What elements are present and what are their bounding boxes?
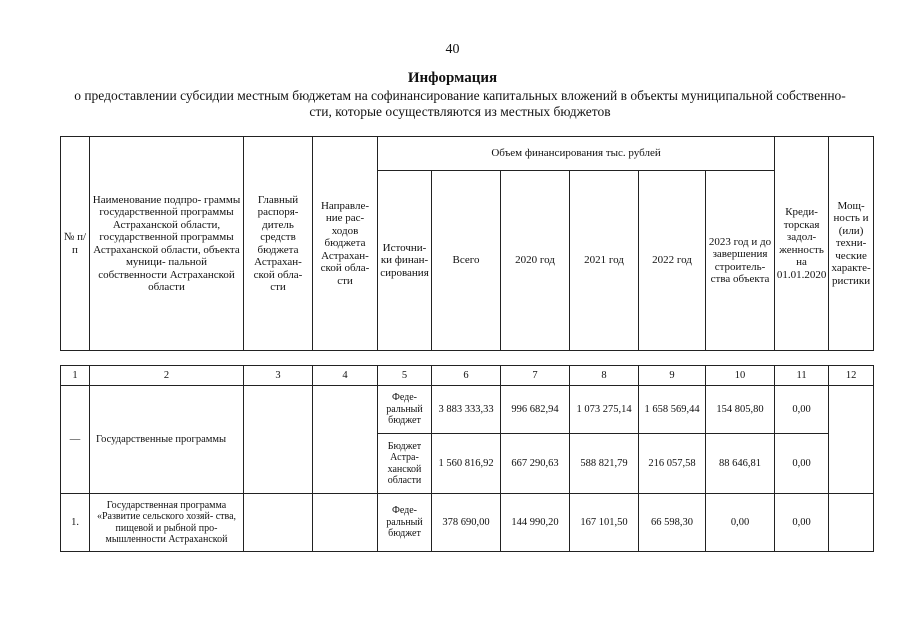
row-source: Феде- ральный бюджет bbox=[378, 386, 432, 434]
subtitle-line-2: сти, которые осуществляются из местных бюджетов bbox=[309, 104, 611, 119]
row-2021: 588 821,79 bbox=[570, 434, 639, 494]
header-capacity: Мощ- ность и (или) техни- ческие характе- ристики bbox=[829, 137, 874, 351]
row-2021: 167 101,50 bbox=[570, 494, 639, 552]
row-source: Феде- ральный бюджет bbox=[378, 494, 432, 552]
row-2022: 1 658 569,44 bbox=[639, 386, 706, 434]
subtitle-line-1: о предоставлении субсидии местным бюджетам на софинансирование капитальных вложений в объекты муниципальной собственно- bbox=[74, 88, 846, 103]
document-subtitle bbox=[60, 88, 860, 120]
table-row bbox=[61, 386, 874, 434]
row-debt: 0,00 bbox=[775, 494, 829, 552]
row-2023: 154 805,80 bbox=[706, 386, 775, 434]
column-number: 1 bbox=[61, 366, 90, 386]
row-2023: 88 646,81 bbox=[706, 434, 775, 494]
row-2022: 66 598,30 bbox=[639, 494, 706, 552]
header-admin: Главный распоря- дитель средств бюджета Астрахан- ской обла- сти bbox=[244, 137, 313, 351]
row-capacity bbox=[829, 386, 874, 494]
column-number: 10 bbox=[706, 366, 775, 386]
header-total: Всего bbox=[432, 171, 501, 351]
header-2023: 2023 год и до завершения строитель- ства объекта bbox=[706, 171, 775, 351]
column-number: 11 bbox=[775, 366, 829, 386]
row-total: 1 560 816,92 bbox=[432, 434, 501, 494]
row-capacity bbox=[829, 494, 874, 552]
row-num: 1. bbox=[61, 494, 90, 552]
row-admin bbox=[244, 494, 313, 552]
column-number: 9 bbox=[639, 366, 706, 386]
document-title: Информация bbox=[407, 70, 498, 86]
row-num: — bbox=[61, 386, 90, 494]
header-2022: 2022 год bbox=[639, 171, 706, 351]
row-debt: 0,00 bbox=[775, 434, 829, 494]
row-direction bbox=[313, 386, 378, 494]
column-number: 6 bbox=[432, 366, 501, 386]
row-2020: 144 990,20 bbox=[501, 494, 570, 552]
column-number: 5 bbox=[378, 366, 432, 386]
header-name: Наименование подпро- граммы государственной программы Астраханской области, государственной программы Астраханской области, объекта муници- пальной собственности Астраханской области bbox=[90, 137, 244, 351]
financing-table bbox=[60, 136, 874, 552]
header-direction: Направле- ние рас- ходов бюджета Астрахан- ской обла- сти bbox=[313, 137, 378, 351]
row-2020: 996 682,94 bbox=[501, 386, 570, 434]
row-debt: 0,00 bbox=[775, 386, 829, 434]
row-2020: 667 290,63 bbox=[501, 434, 570, 494]
row-2022: 216 057,58 bbox=[639, 434, 706, 494]
row-2021: 1 073 275,14 bbox=[570, 386, 639, 434]
row-total: 3 883 333,33 bbox=[432, 386, 501, 434]
column-number: 3 bbox=[244, 366, 313, 386]
row-total: 378 690,00 bbox=[432, 494, 501, 552]
header-2021: 2021 год bbox=[570, 171, 639, 351]
header-2020: 2020 год bbox=[501, 171, 570, 351]
row-admin bbox=[244, 386, 313, 494]
row-2023: 0,00 bbox=[706, 494, 775, 552]
column-number: 4 bbox=[313, 366, 378, 386]
table-spacer bbox=[61, 351, 874, 366]
row-direction bbox=[313, 494, 378, 552]
header-financing-group: Объем финансирования тыс. рублей bbox=[378, 137, 775, 171]
page-number: 40 bbox=[445, 42, 460, 57]
column-number: 2 bbox=[90, 366, 244, 386]
row-source: Бюджет Астра- ханской области bbox=[378, 434, 432, 494]
table-row bbox=[61, 494, 874, 552]
header-sources: Источни- ки финан- сирования bbox=[378, 171, 432, 351]
header-num: № п/п bbox=[61, 137, 90, 351]
column-number: 12 bbox=[829, 366, 874, 386]
header-debt: Креди- торская задол- женность на 01.01.2020 bbox=[775, 137, 829, 351]
column-number: 7 bbox=[501, 366, 570, 386]
row-name: Государственные программы bbox=[90, 386, 244, 494]
column-number: 8 bbox=[570, 366, 639, 386]
row-name: Государственная программа «Развитие сельского хозяй- ства, пищевой и рыбной про- мышленности Астраханской bbox=[90, 494, 244, 552]
